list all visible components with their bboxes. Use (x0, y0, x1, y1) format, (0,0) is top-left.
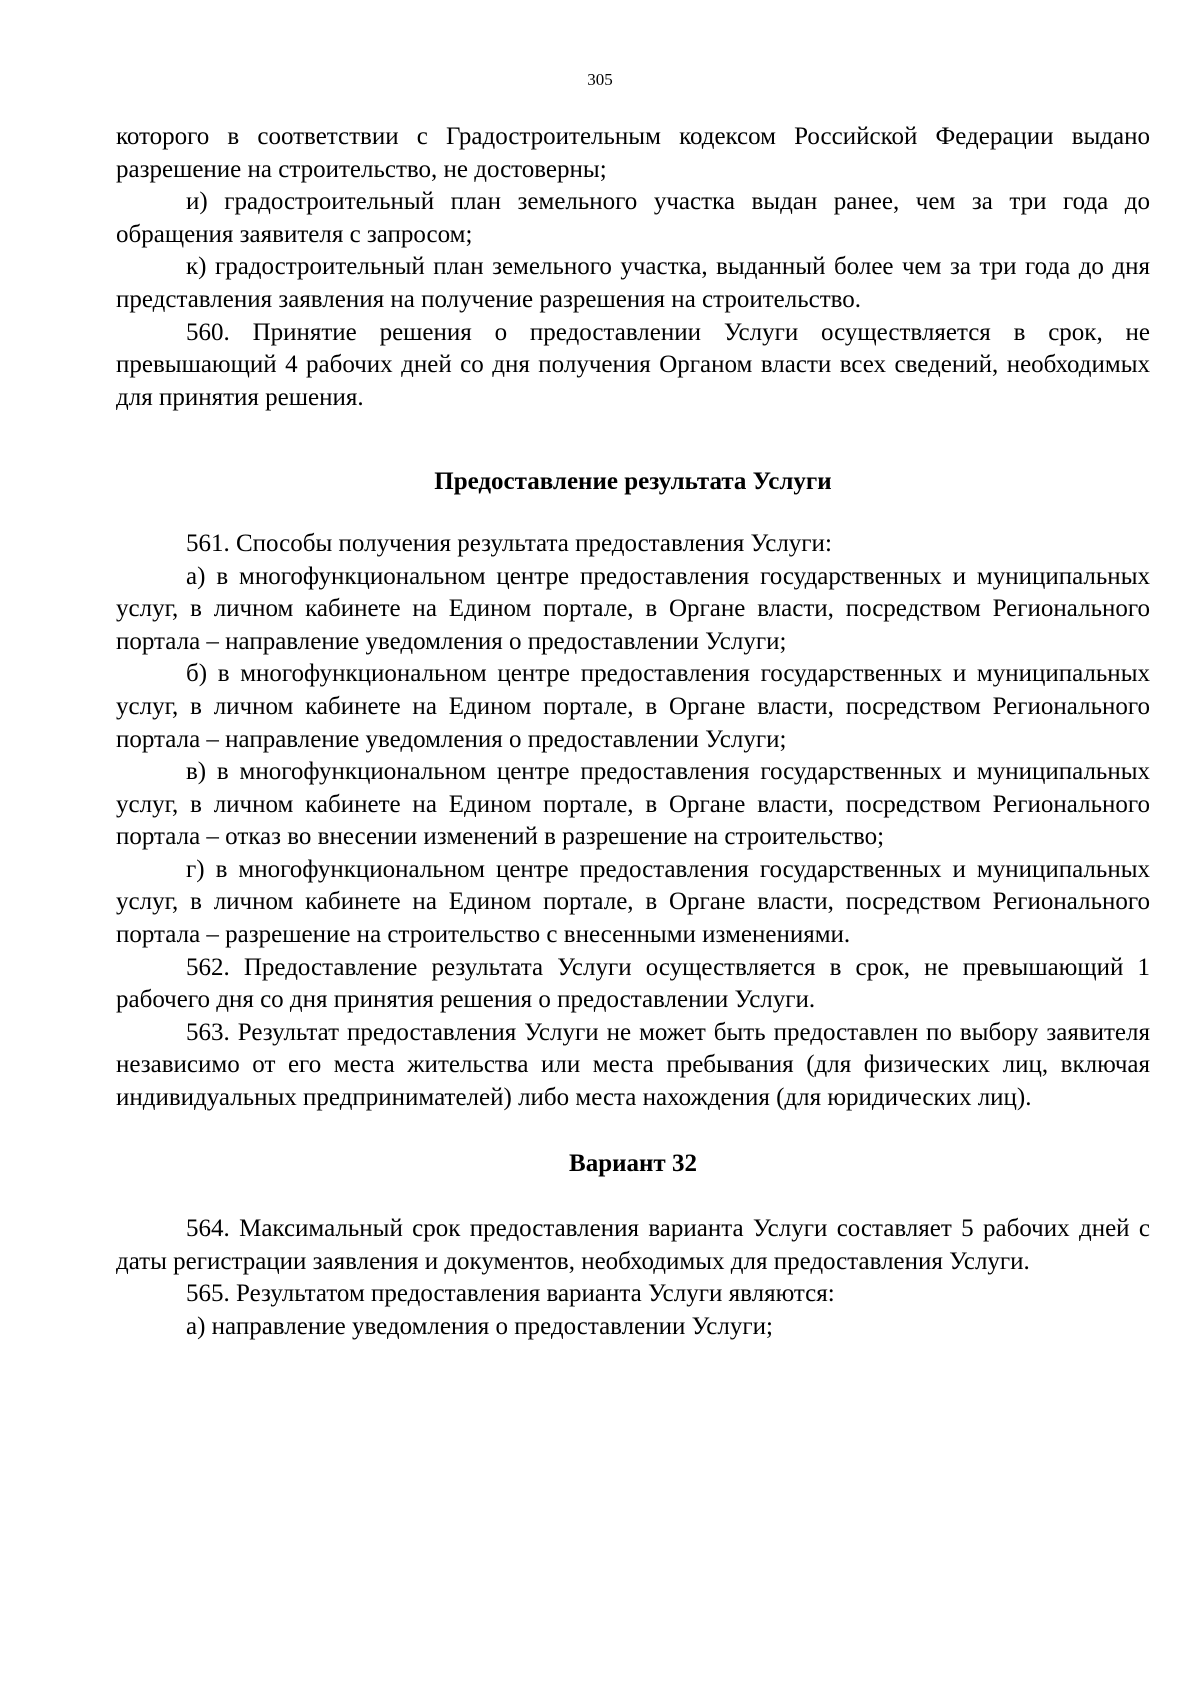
paragraph-564: 564. Максимальный срок предоставления варианта Услуги составляет 5 рабочих дней с даты регистрации заявления и документов, необходимых для предоставления Услуги. (116, 1215, 1150, 1275)
section-heading-variant-32: Вариант 32 (569, 1149, 697, 1177)
paragraph-561-a: а) в многофункциональном центре предоставления государственных и муниципальных услуг, в личном кабинете на Едином портале, в Органе власти, посредством Регионального портала – направление уведомления о предоставлении Услуги; (116, 562, 1150, 655)
document-body (116, 121, 1150, 1344)
paragraph-563: 563. Результат предоставления Услуги не может быть предоставлен по выбору заявителя независимо от его места жительства или места пребывания (для физических лиц, включая индивидуальных предпринимателей) либо места нахождения (для юридических лиц). (116, 1018, 1150, 1112)
paragraph-continuation: которого в соответствии с Градостроительным кодексом Российской Федерации выдано разрешение на строительство, не достоверны; (116, 123, 1150, 183)
paragraph-560: 560. Принятие решения о предоставлении Услуги осуществляется в срок, не превышающий 4 рабочих дней со дня получения Органом власти всех сведений, необходимых для принятия решения. (116, 318, 1150, 411)
paragraph-562: 562. Предоставление результата Услуги осуществляется в срок, не превышающий 1 рабочего дня со дня принятия решения о предоставлении Услуги. (116, 953, 1150, 1014)
paragraph-565-a: а) направление уведомления о предоставлении Услуги; (186, 1313, 773, 1340)
paragraph-item-k: к) градостроительный план земельного участка, выданный более чем за три года до дня представления заявления на получение разрешения на строительство. (116, 253, 1150, 313)
page-number: 305 (587, 70, 613, 89)
paragraph-561-v: в) в многофункциональном центре предоставления государственных и муниципальных услуг, в личном кабинете на Едином портале, в Органе власти, посредством Регионального портала – отказ во внесении изменений в разрешение на строительство; (116, 758, 1150, 851)
paragraph-565: 565. Результатом предоставления варианта Услуги являются: (186, 1280, 835, 1308)
paragraph-561-g: г) в многофункциональном центре предоставления государственных и муниципальных услуг, в личном кабинете на Едином портале, в Органе власти, посредством Регионального портала – разрешение на строительство с внесенными изменениями. (116, 855, 1150, 949)
paragraph-561: 561. Способы получения результата предоставления Услуги: (186, 529, 832, 557)
section-heading-result: Предоставление результата Услуги (434, 468, 832, 496)
paragraph-item-i: и) градостроительный план земельного участка выдан ранее, чем за три года до обращения заявителя с запросом; (116, 188, 1150, 248)
paragraph-561-b: б) в многофункциональном центре предоставления государственных и муниципальных услуг, в личном кабинете на Едином портале, в Органе власти, посредством Регионального портала – направление уведомления о предоставлении Услуги; (116, 660, 1150, 753)
